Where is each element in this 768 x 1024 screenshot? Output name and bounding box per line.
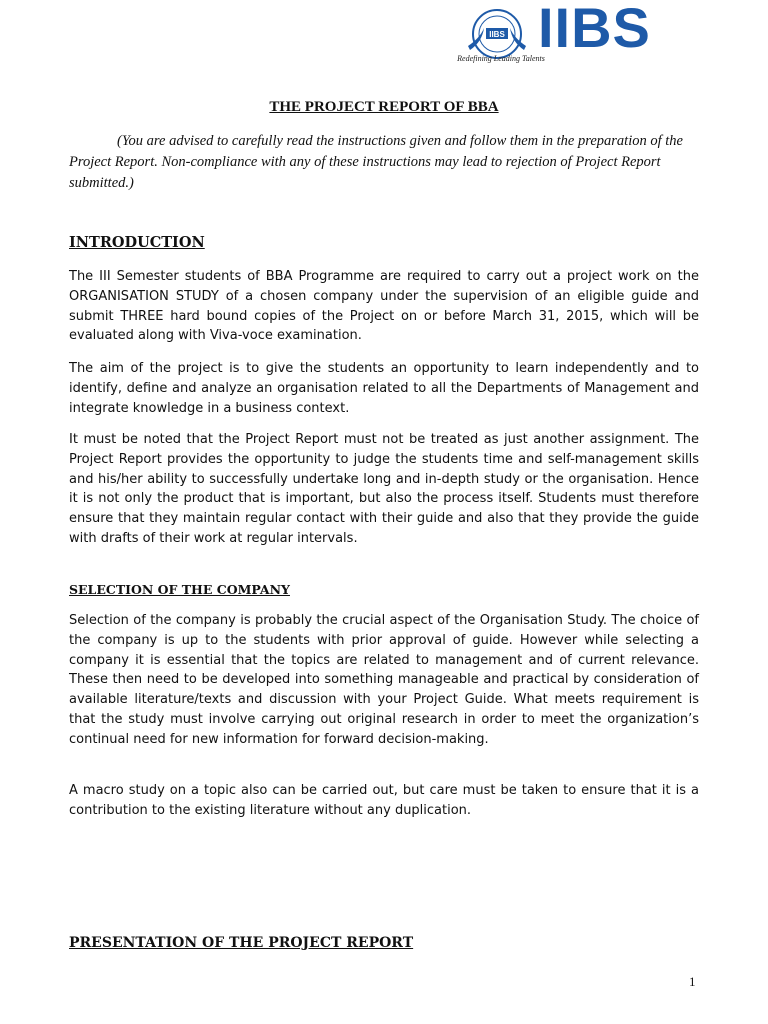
- selection-paragraph-1: Selection of the company is probably the crucial aspect of the Organisation Study. The choice of the company is up to the students with prior approval of guide. However while selecting a company it is essential that the topics are related to management and of current relevance. These then need to be developed into something manageable and practical by consideration of available literature/texts and discussion with your Project Guide. What meets requirement is that the study must involve carrying out original research in order to meet the organization’s continual need for new information for forward decision-making.: [69, 613, 699, 747]
- document-title-text: THE PROJECT REPORT OF BBA: [269, 99, 499, 115]
- introduction-heading: INTRODUCTION: [69, 234, 205, 251]
- institute-logo: [446, 0, 746, 68]
- brand-tagline: Redefining Leading Talents: [457, 54, 545, 63]
- selection-heading: SELECTION OF THE COMPANY: [69, 582, 290, 597]
- advice-note: (You are advised to carefully read the instructions given and follow them in the preparation of the Project Report. Non-compliance with any of these instructions may lead to rejection of Project Report submitted.): [69, 133, 683, 191]
- selection-paragraph-2: A macro study on a topic also can be carried out, but care must be taken to ensure that it is a contribution to the existing literature without any duplication.: [69, 783, 699, 818]
- institute-seal-icon: [456, 8, 538, 60]
- seal-text: IIBS: [489, 30, 505, 39]
- introduction-paragraph-3: It must be noted that the Project Report must not be treated as just another assignment. The Project Report provides the opportunity to judge the students time and self-management skills and his/her ability to successfully undertake long and in-depth study or the organisation. Hence it is not only the product that is important, but also the process itself. Students must therefore ensure that they maintain regular contact with their guide and also that they provide the guide with drafts of their work at regular intervals.: [69, 432, 699, 546]
- page-number: 1: [689, 974, 696, 989]
- presentation-heading: PRESENTATION OF THE PROJECT REPORT: [69, 935, 414, 951]
- introduction-paragraph-1: The III Semester students of BBA Programme are required to carry out a project work on the ORGANISATION STUDY of a chosen company under the supervision of an eligible guide and submit THREE hard bound copies of the Project on or before March 31, 2015, which will be evaluated along with Viva-voce examination.: [69, 269, 699, 344]
- introduction-paragraph-2: The aim of the project is to give the students an opportunity to learn independently and to identify, define and analyze an organisation related to all the Departments of Management and integrate knowledge in a business context.: [69, 361, 699, 416]
- document-title: [0, 99, 768, 116]
- brand-wordmark: IIBS: [538, 0, 651, 59]
